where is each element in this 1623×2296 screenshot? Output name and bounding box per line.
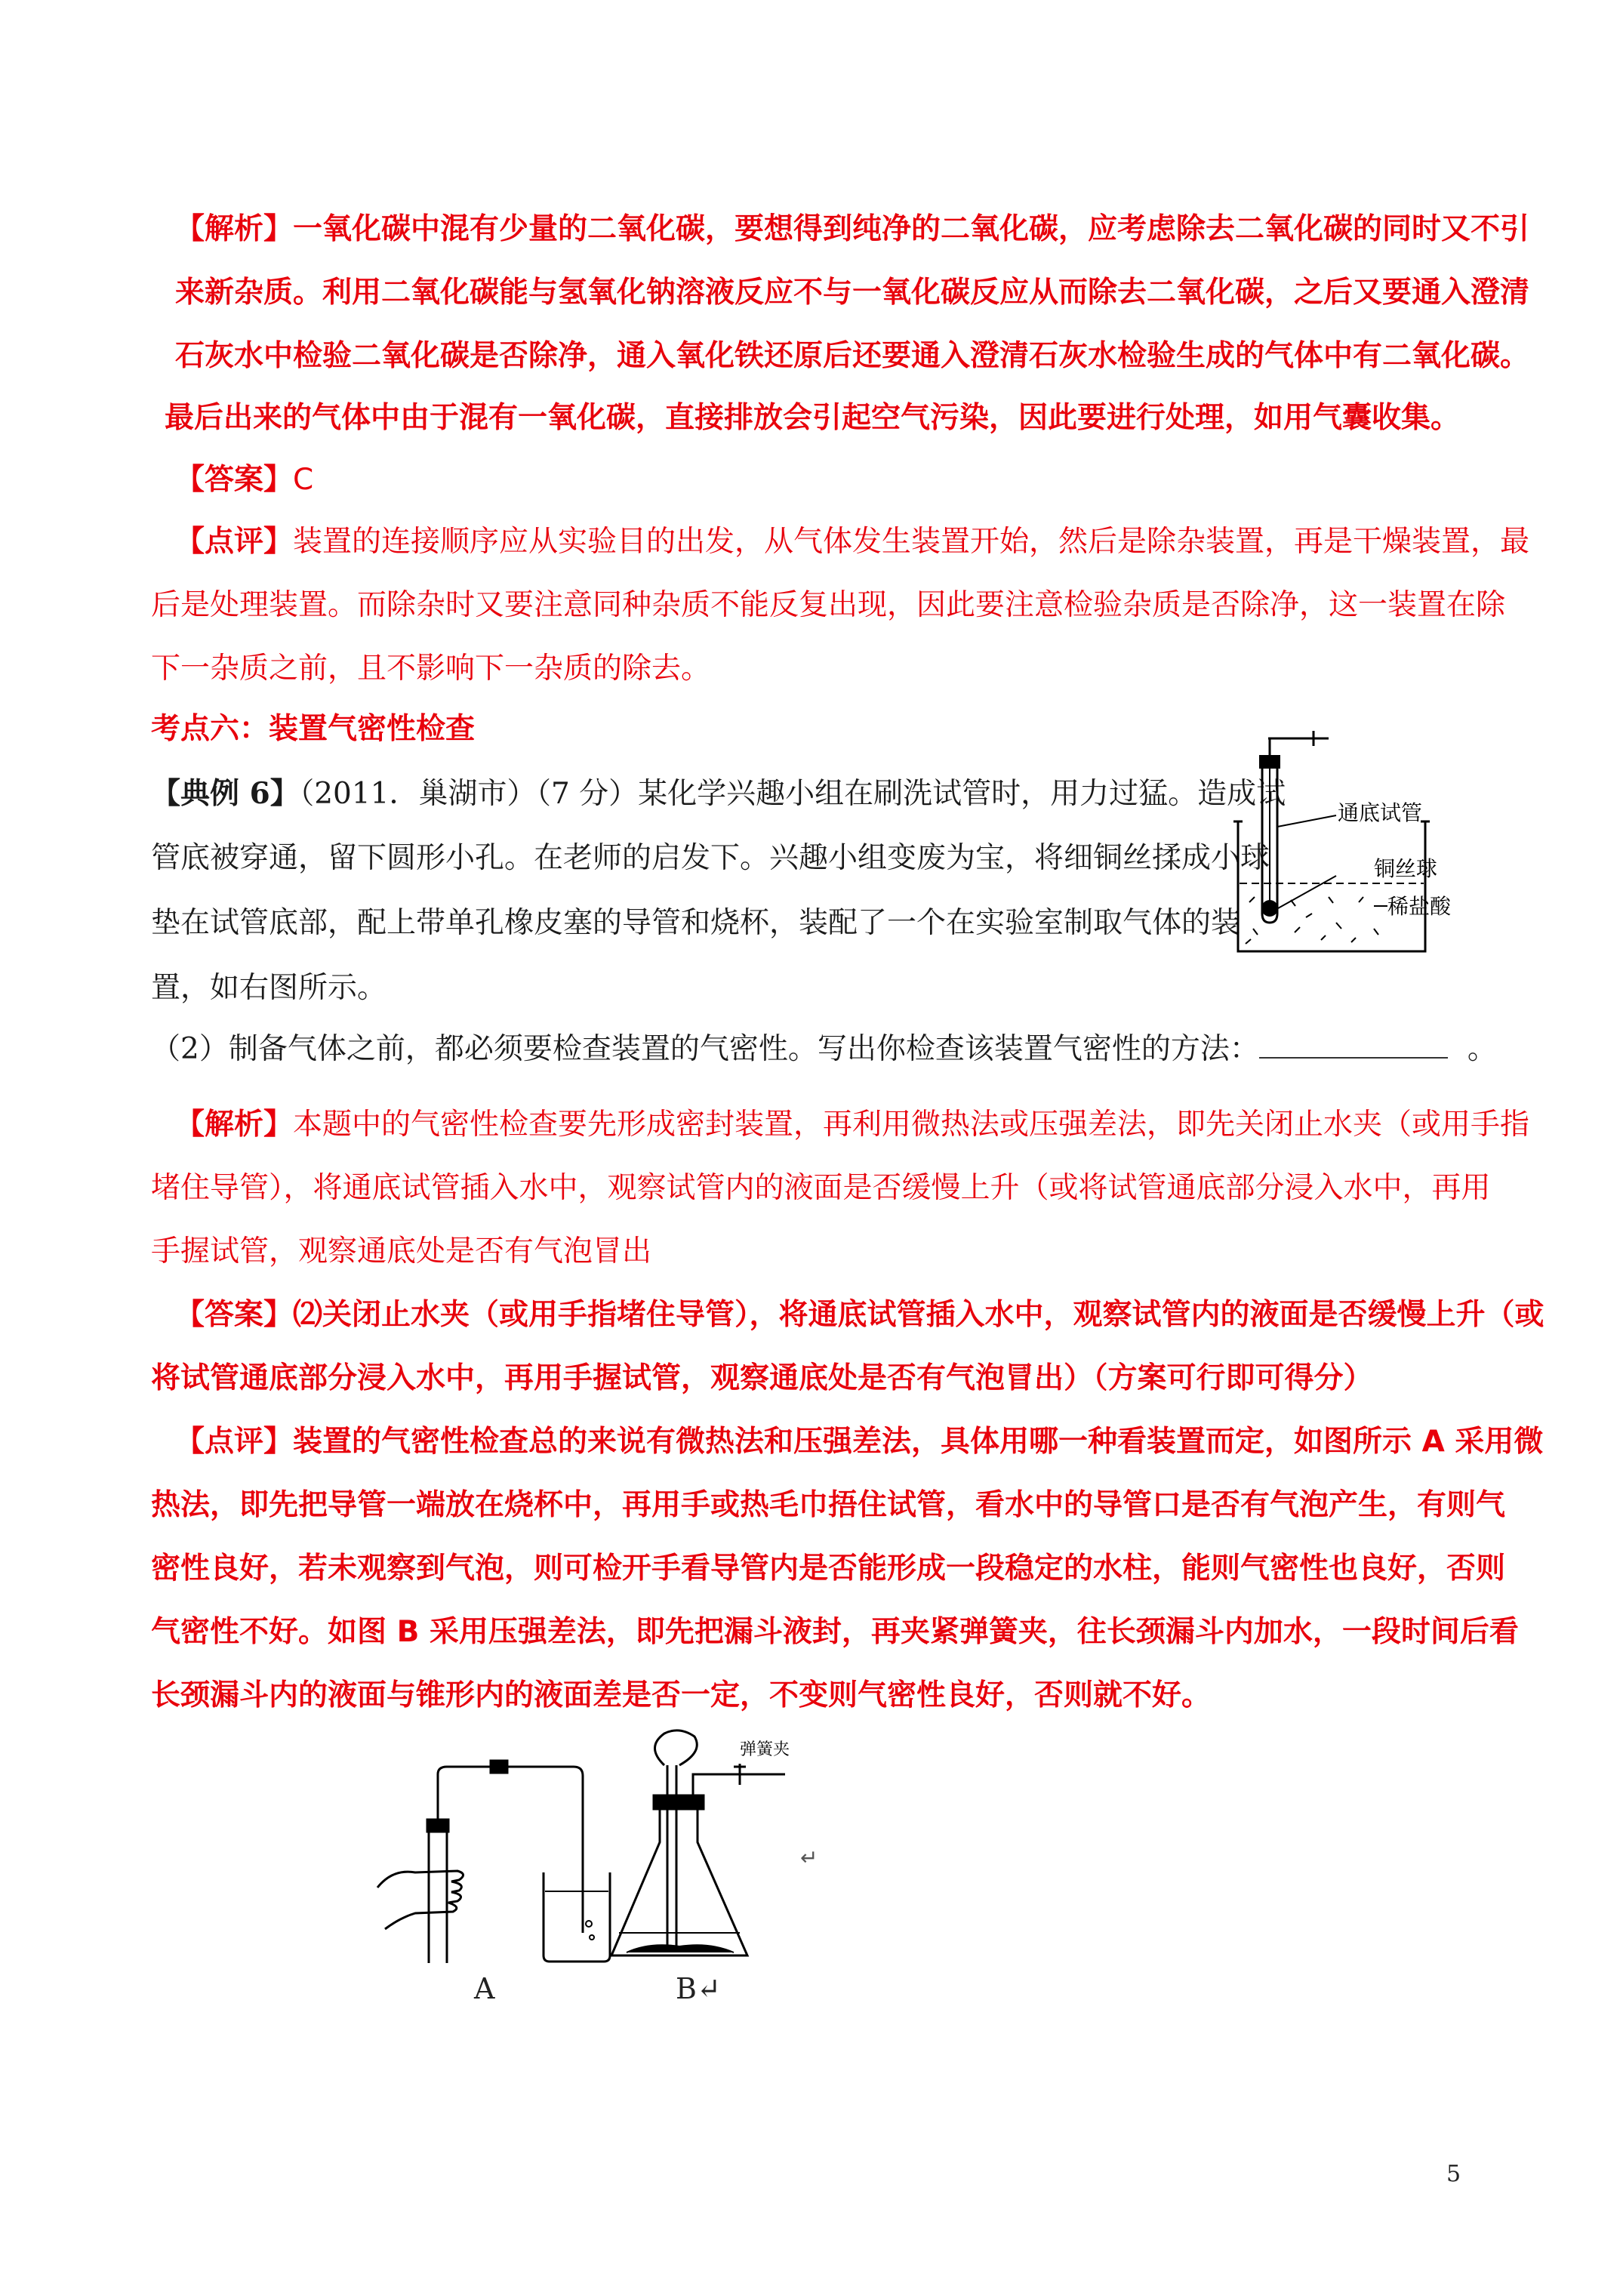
apparatus-a [377,1761,610,1963]
analysis-1-line-3: 石灰水中检验二氧化碳是否除净，通入氧化铁还原后还要通入澄清石灰水检验生成的气体中有二氧化碳。 [175,339,1530,373]
apparatus-drawing [1223,725,1502,955]
question-2: （2）制备气体之前，都必须要检查装置的气密性。写出你检查该装置气密性的方法： 。 [151,1032,1497,1066]
analysis-1-line-4: 最后出来的气体中由于混有一氧化碳，直接排放会引起空气污染，因此要进行处理，如用气囊收集。 [165,401,1461,435]
label-spring-clip: 弹簧夹 [740,1740,790,1759]
analysis-2-line-1: 【解析】本题中的气密性检查要先形成密封装置，再利用微热法或压强差法，即先关闭止水夹（或用手指 [175,1108,1530,1142]
figure-caption-b: B↵ [676,1972,721,2005]
example-tag: 【典例 6】 [151,776,300,811]
analysis-1-line-2: 来新杂质。利用二氧化碳能与氢氧化钠溶液反应不与一氧化碳反应从而除去二氧化碳，之后又要通入澄清 [175,276,1530,310]
comment-2-line-4: 气密性不好。如图 B 采用压强差法，即先把漏斗液封，再夹紧弹簧夹，往长颈漏斗内加水，一段时间后看 [151,1615,1519,1649]
apparatus-figure [1223,725,1502,955]
answer-2-line-1: 【答案】⑵关闭止水夹（或用手指堵住导管），将通底试管插入水中，观察试管内的液面是否缓慢上升（或 [175,1298,1544,1332]
comment-2-line-5: 长颈漏斗内的液面与锥形内的液面差是否一定，不变则气密性良好，否则就不好。 [151,1678,1212,1712]
analysis-tag: 【解析】 [175,1108,294,1142]
answer-2-line-2: 将试管通底部分浸入水中，再用手握试管，观察通底处是否有气泡冒出）（方案可行即可得分） [151,1361,1373,1395]
example-line-1: 【典例 6】（2011．巢湖市）（7 分）某化学兴趣小组在刷洗试管时，用力过猛。造成试 [151,776,1286,811]
example-line-3: 垫在试管底部，配上带单孔橡皮塞的导管和烧杯，装配了一个在实验室制取气体的装 [151,906,1241,940]
answer-blank [1259,1031,1448,1059]
answer-tag: 【答案】 [175,463,294,497]
comment-1-line-2: 后是处理装置。而除杂时又要注意同种杂质不能反复出现，因此要注意检验杂质是否除净，这一装置在除 [151,588,1506,622]
comment-tag: 【点评】 [175,1425,294,1459]
label-perforated-tube: 通底试管 [1338,800,1423,825]
answer-1 [175,461,313,500]
label-copper-ball: 铜丝球 [1374,856,1438,881]
airtightness-drawing [362,1729,845,1963]
comment-1-line-3: 下一杂质之前，且不影响下一杂质的除去。 [151,652,711,686]
analysis-2-line-2: 堵住导管），将通底试管插入水中，观察试管内的液面是否缓慢上升（或将试管通底部分浸入水中，再用 [151,1171,1491,1205]
analysis-1-line-1: 【解析】一氧化碳中混有少量的二氧化碳，要想得到纯净的二氧化碳，应考虑除去二氧化碳的同时又不引 [175,212,1530,246]
answer-value: C [293,463,314,497]
example-line-2: 管底被穿通，留下圆形小孔。在老师的启发下。兴趣小组变废为宝，将细铜丝揉成小球 [151,841,1270,875]
apparatus-b [611,1730,785,1955]
section-title: 考点六：装置气密性检查 [151,712,476,746]
figure-caption-a: A [474,1972,495,2005]
example-line-4: 置，如右图所示。 [151,971,387,1005]
label-dilute-hcl: 稀盐酸 [1387,894,1452,919]
comment-2-line-1: 【点评】装置的气密性检查总的来说有微热法和压强差法，具体用哪一种看装置而定，如图所示 A 采用微 [175,1425,1544,1459]
analysis-2-line-3: 手握试管，观察通底处是否有气泡冒出 [151,1234,652,1268]
page-number: 5 [1446,2161,1461,2187]
airtightness-figure [362,1729,845,1963]
return-mark: ↵ [800,1845,818,1870]
comment-1-line-1: 【点评】装置的连接顺序应从实验目的出发，从气体发生装置开始，然后是除杂装置，再是干燥装置，最 [175,525,1530,559]
comment-2-line-3: 密性良好，若未观察到气泡，则可检开手看导管内是否能形成一段稳定的水柱，能则气密性也良好，否则 [151,1552,1506,1586]
comment-tag: 【点评】 [175,525,294,559]
comment-2-line-2: 热法，即先把导管一端放在烧杯中，再用手或热毛巾捂住试管，看水中的导管口是否有气泡产生，有则气 [151,1488,1506,1522]
analysis-tag: 【解析】 [175,212,294,246]
answer-tag: 【答案】 [175,1298,294,1332]
